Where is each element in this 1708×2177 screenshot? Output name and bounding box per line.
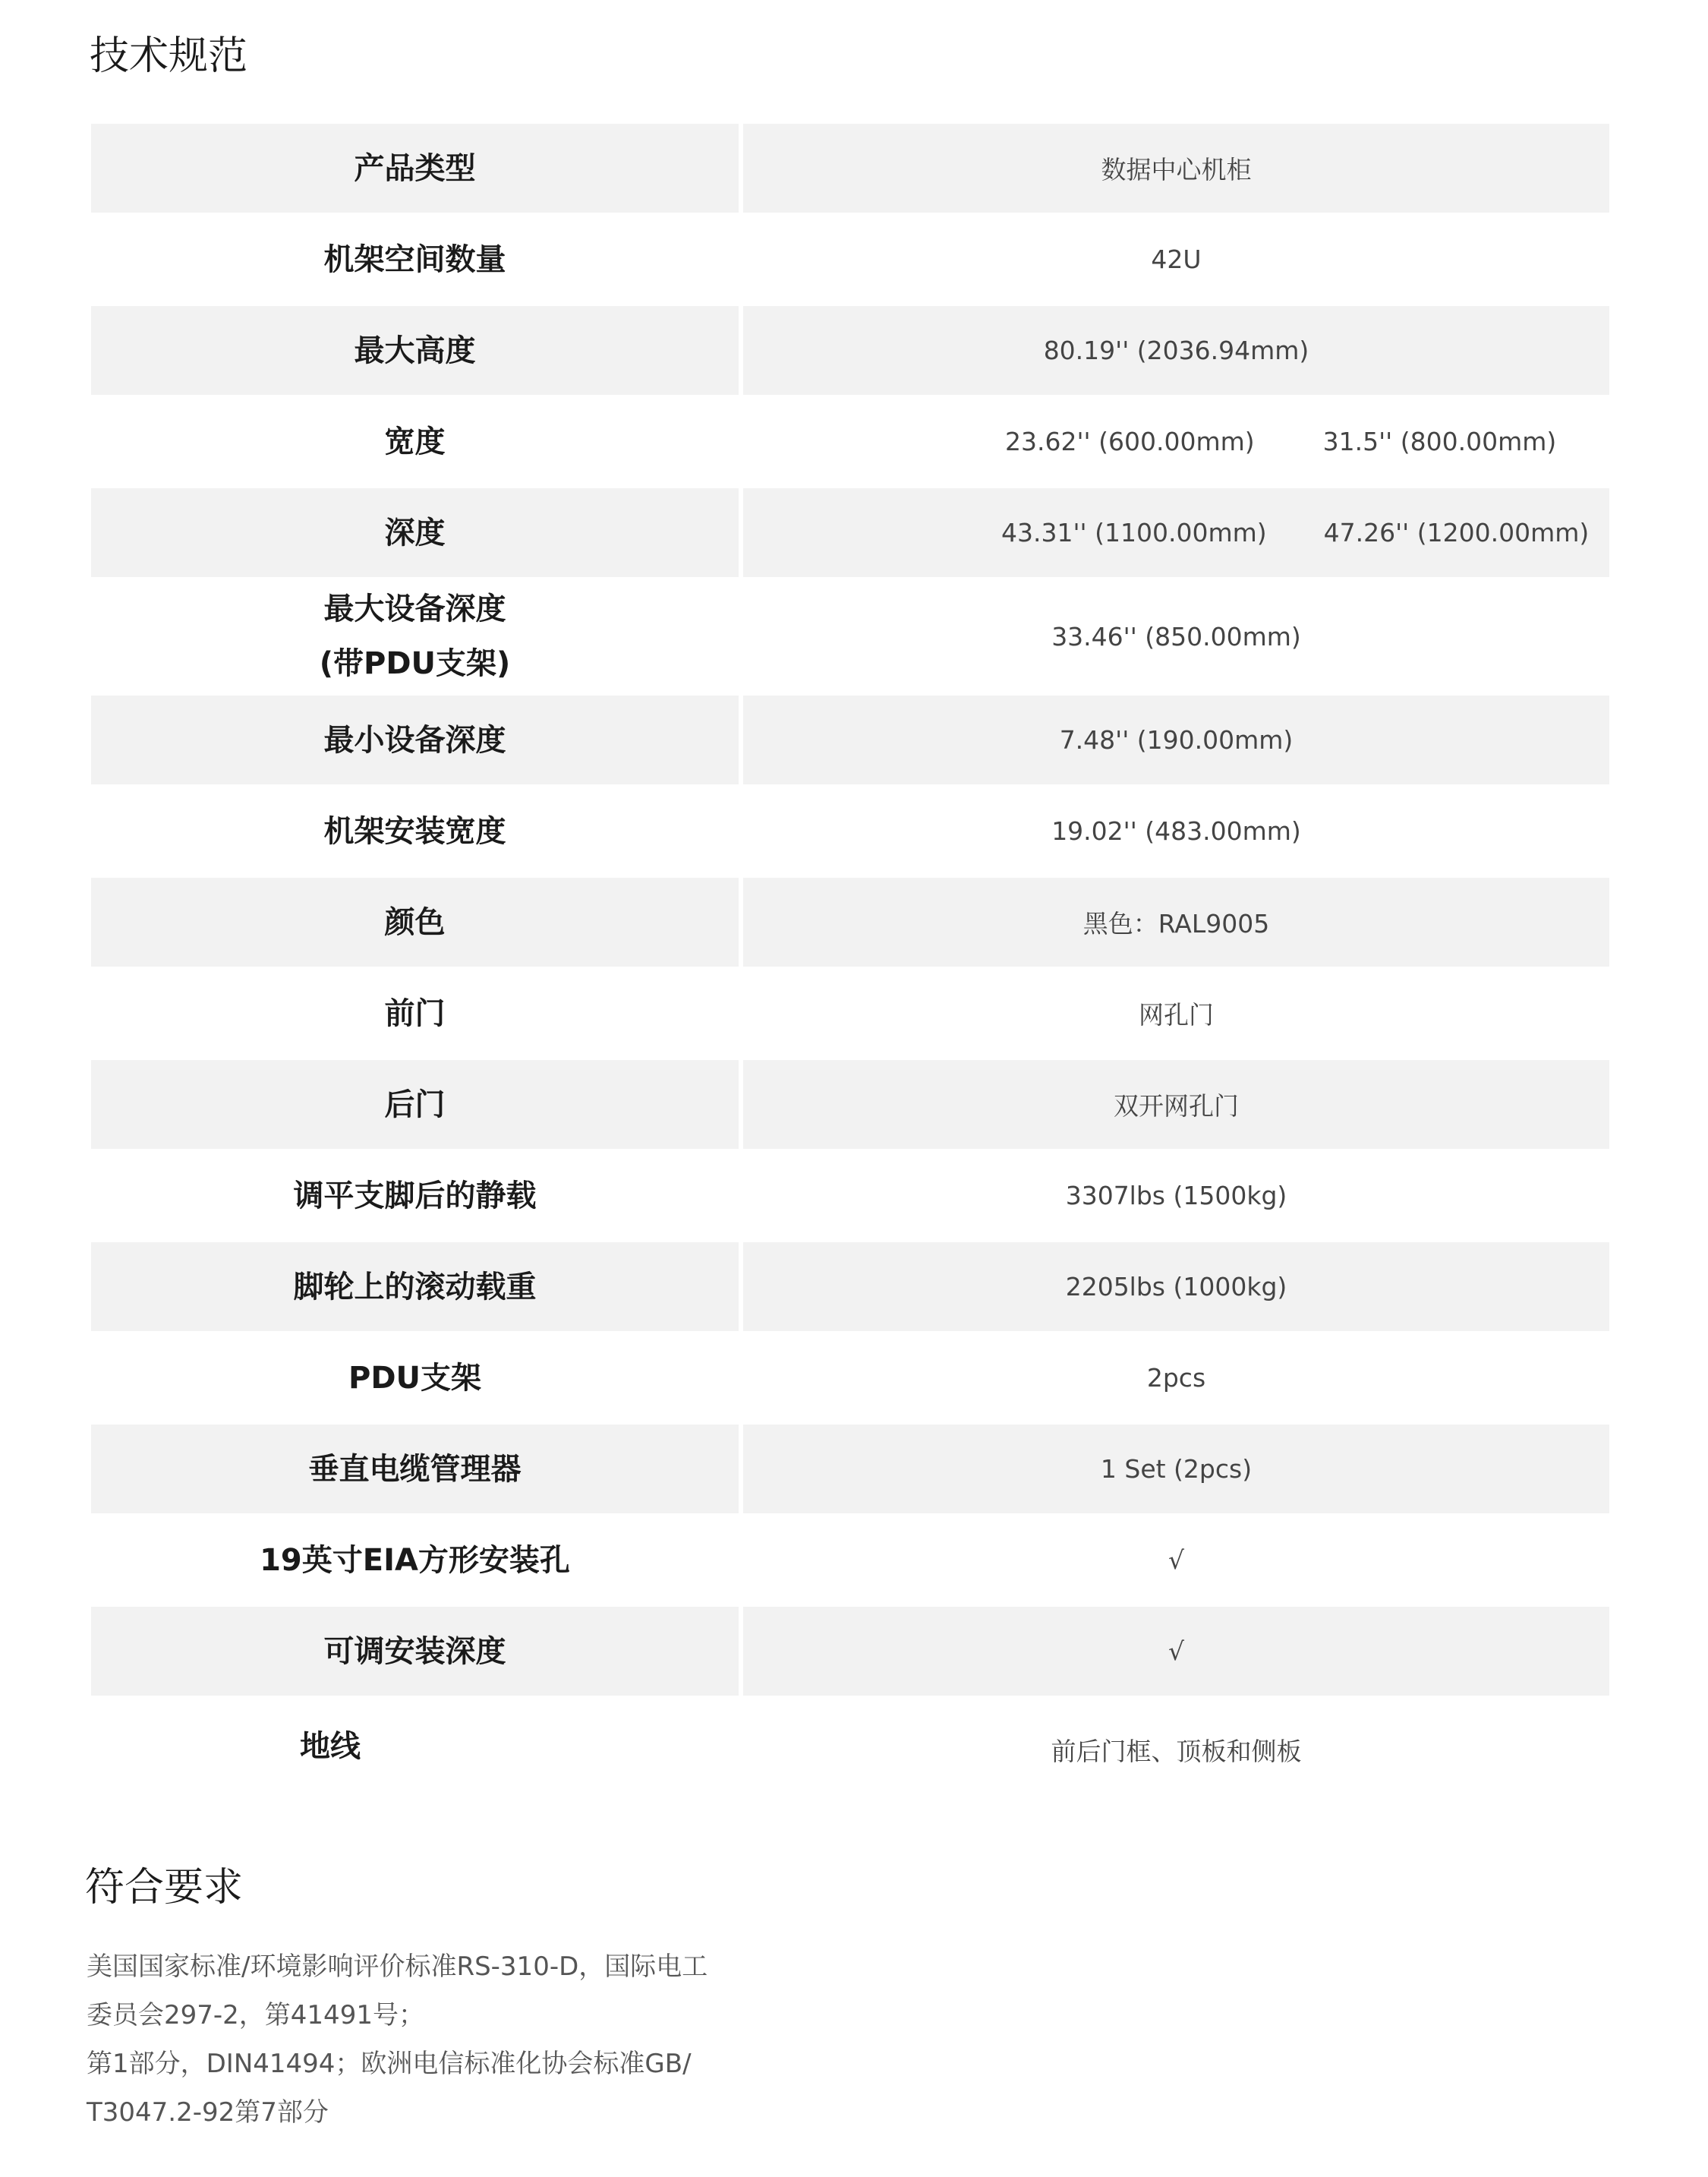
spec-value: 3307lbs (1500kg) bbox=[1065, 1181, 1287, 1210]
spec-value-pair bbox=[743, 488, 1609, 577]
spec-label: 最小设备深度 bbox=[91, 696, 739, 784]
spec-label: 地线 bbox=[300, 1729, 361, 1764]
spec-label: 深度 bbox=[91, 488, 739, 577]
spec-value: √ bbox=[1168, 1545, 1185, 1575]
spec-row-max-equipment-depth bbox=[91, 579, 1609, 693]
spec-value-option-2: 47.26'' (1200.00mm) bbox=[1323, 518, 1590, 547]
spec-value: 2pcs bbox=[1146, 1363, 1206, 1393]
spec-value-option-1: 43.31'' (1100.00mm) bbox=[1001, 518, 1267, 547]
spec-row-width bbox=[91, 397, 1609, 486]
spec-value: 7.48'' (190.00mm) bbox=[743, 696, 1609, 784]
spec-label: 调平支脚后的静载 bbox=[293, 1178, 537, 1213]
compliance-section-title: 符合要求 bbox=[85, 1865, 244, 1910]
compliance-line: 委员会297-2，第41491号； bbox=[87, 2000, 424, 2030]
spec-table bbox=[91, 124, 1609, 1822]
spec-value-option-1: 23.62'' (600.00mm) bbox=[1005, 427, 1255, 456]
compliance-line: 第1部分，DIN41494；欧洲电信标准化协会标准GB/ bbox=[87, 2049, 692, 2079]
compliance-line: 美国国家标准/环境影响评价标准RS-310-D，国际电工 bbox=[87, 1951, 708, 1982]
spec-value: 双开网孔门 bbox=[743, 1060, 1609, 1149]
spec-label: 垂直电缆管理器 bbox=[91, 1425, 739, 1513]
spec-section-title: 技术规范 bbox=[90, 33, 248, 79]
spec-row-ground bbox=[91, 1698, 1609, 1819]
spec-row-depth bbox=[91, 488, 1609, 577]
spec-row-pdu-bracket bbox=[91, 1333, 1609, 1422]
spec-value: 前后门框、顶板和侧板 bbox=[1051, 1737, 1302, 1766]
spec-value: 42U bbox=[1151, 245, 1202, 274]
spec-value: 1 Set (2pcs) bbox=[743, 1425, 1609, 1513]
spec-label-line-1: 最大设备深度 bbox=[323, 592, 506, 626]
spec-row-cable-manager bbox=[91, 1425, 1609, 1513]
spec-row-mount-width bbox=[91, 787, 1609, 876]
spec-row-front-door bbox=[91, 969, 1609, 1058]
compliance-line: T3047.2-92第7部分 bbox=[87, 2097, 329, 2128]
spec-label: 宽度 bbox=[384, 424, 446, 459]
spec-value: 2205lbs (1000kg) bbox=[743, 1242, 1609, 1331]
spec-value-option-2: 31.5'' (800.00mm) bbox=[1322, 427, 1557, 456]
spec-label: 脚轮上的滚动载重 bbox=[91, 1242, 739, 1331]
spec-label: 可调安装深度 bbox=[91, 1607, 739, 1696]
spec-label: 颜色 bbox=[91, 878, 739, 967]
spec-value: 19.02'' (483.00mm) bbox=[1051, 816, 1301, 846]
spec-label: 前门 bbox=[384, 995, 446, 1031]
spec-row-static-load bbox=[91, 1151, 1609, 1240]
spec-value: 网孔门 bbox=[1139, 1000, 1214, 1030]
spec-row-min-equipment-depth bbox=[91, 696, 1609, 784]
spec-label: PDU支架 bbox=[348, 1360, 481, 1396]
spec-value: √ bbox=[743, 1607, 1609, 1696]
spec-label-line-2: (带PDU支架) bbox=[319, 646, 511, 681]
spec-value: 黑色：RAL9005 bbox=[743, 878, 1609, 967]
spec-value: 33.46'' (850.00mm) bbox=[1051, 621, 1301, 652]
spec-value: 80.19'' (2036.94mm) bbox=[743, 306, 1609, 395]
spec-value-pair bbox=[743, 397, 1609, 486]
spec-row-max-height bbox=[91, 306, 1609, 395]
spec-row-rack-units bbox=[91, 215, 1609, 304]
spec-value: 数据中心机柜 bbox=[743, 124, 1609, 213]
spec-row-adjustable-depth bbox=[91, 1607, 1609, 1696]
spec-row-rear-door bbox=[91, 1060, 1609, 1149]
spec-row-eia-holes bbox=[91, 1516, 1609, 1604]
spec-label: 后门 bbox=[91, 1060, 739, 1149]
spec-label: 19英寸EIA方形安装孔 bbox=[260, 1542, 570, 1578]
spec-label: 机架安装宽度 bbox=[323, 813, 506, 849]
spec-row-color bbox=[91, 878, 1609, 967]
spec-row-product-type bbox=[91, 124, 1609, 213]
spec-row-rolling-load bbox=[91, 1242, 1609, 1331]
spec-label: 产品类型 bbox=[91, 124, 739, 213]
spec-label: 机架空间数量 bbox=[323, 241, 506, 277]
compliance-text bbox=[87, 1942, 770, 2137]
spec-label: 最大高度 bbox=[91, 306, 739, 395]
spec-label bbox=[91, 579, 739, 693]
